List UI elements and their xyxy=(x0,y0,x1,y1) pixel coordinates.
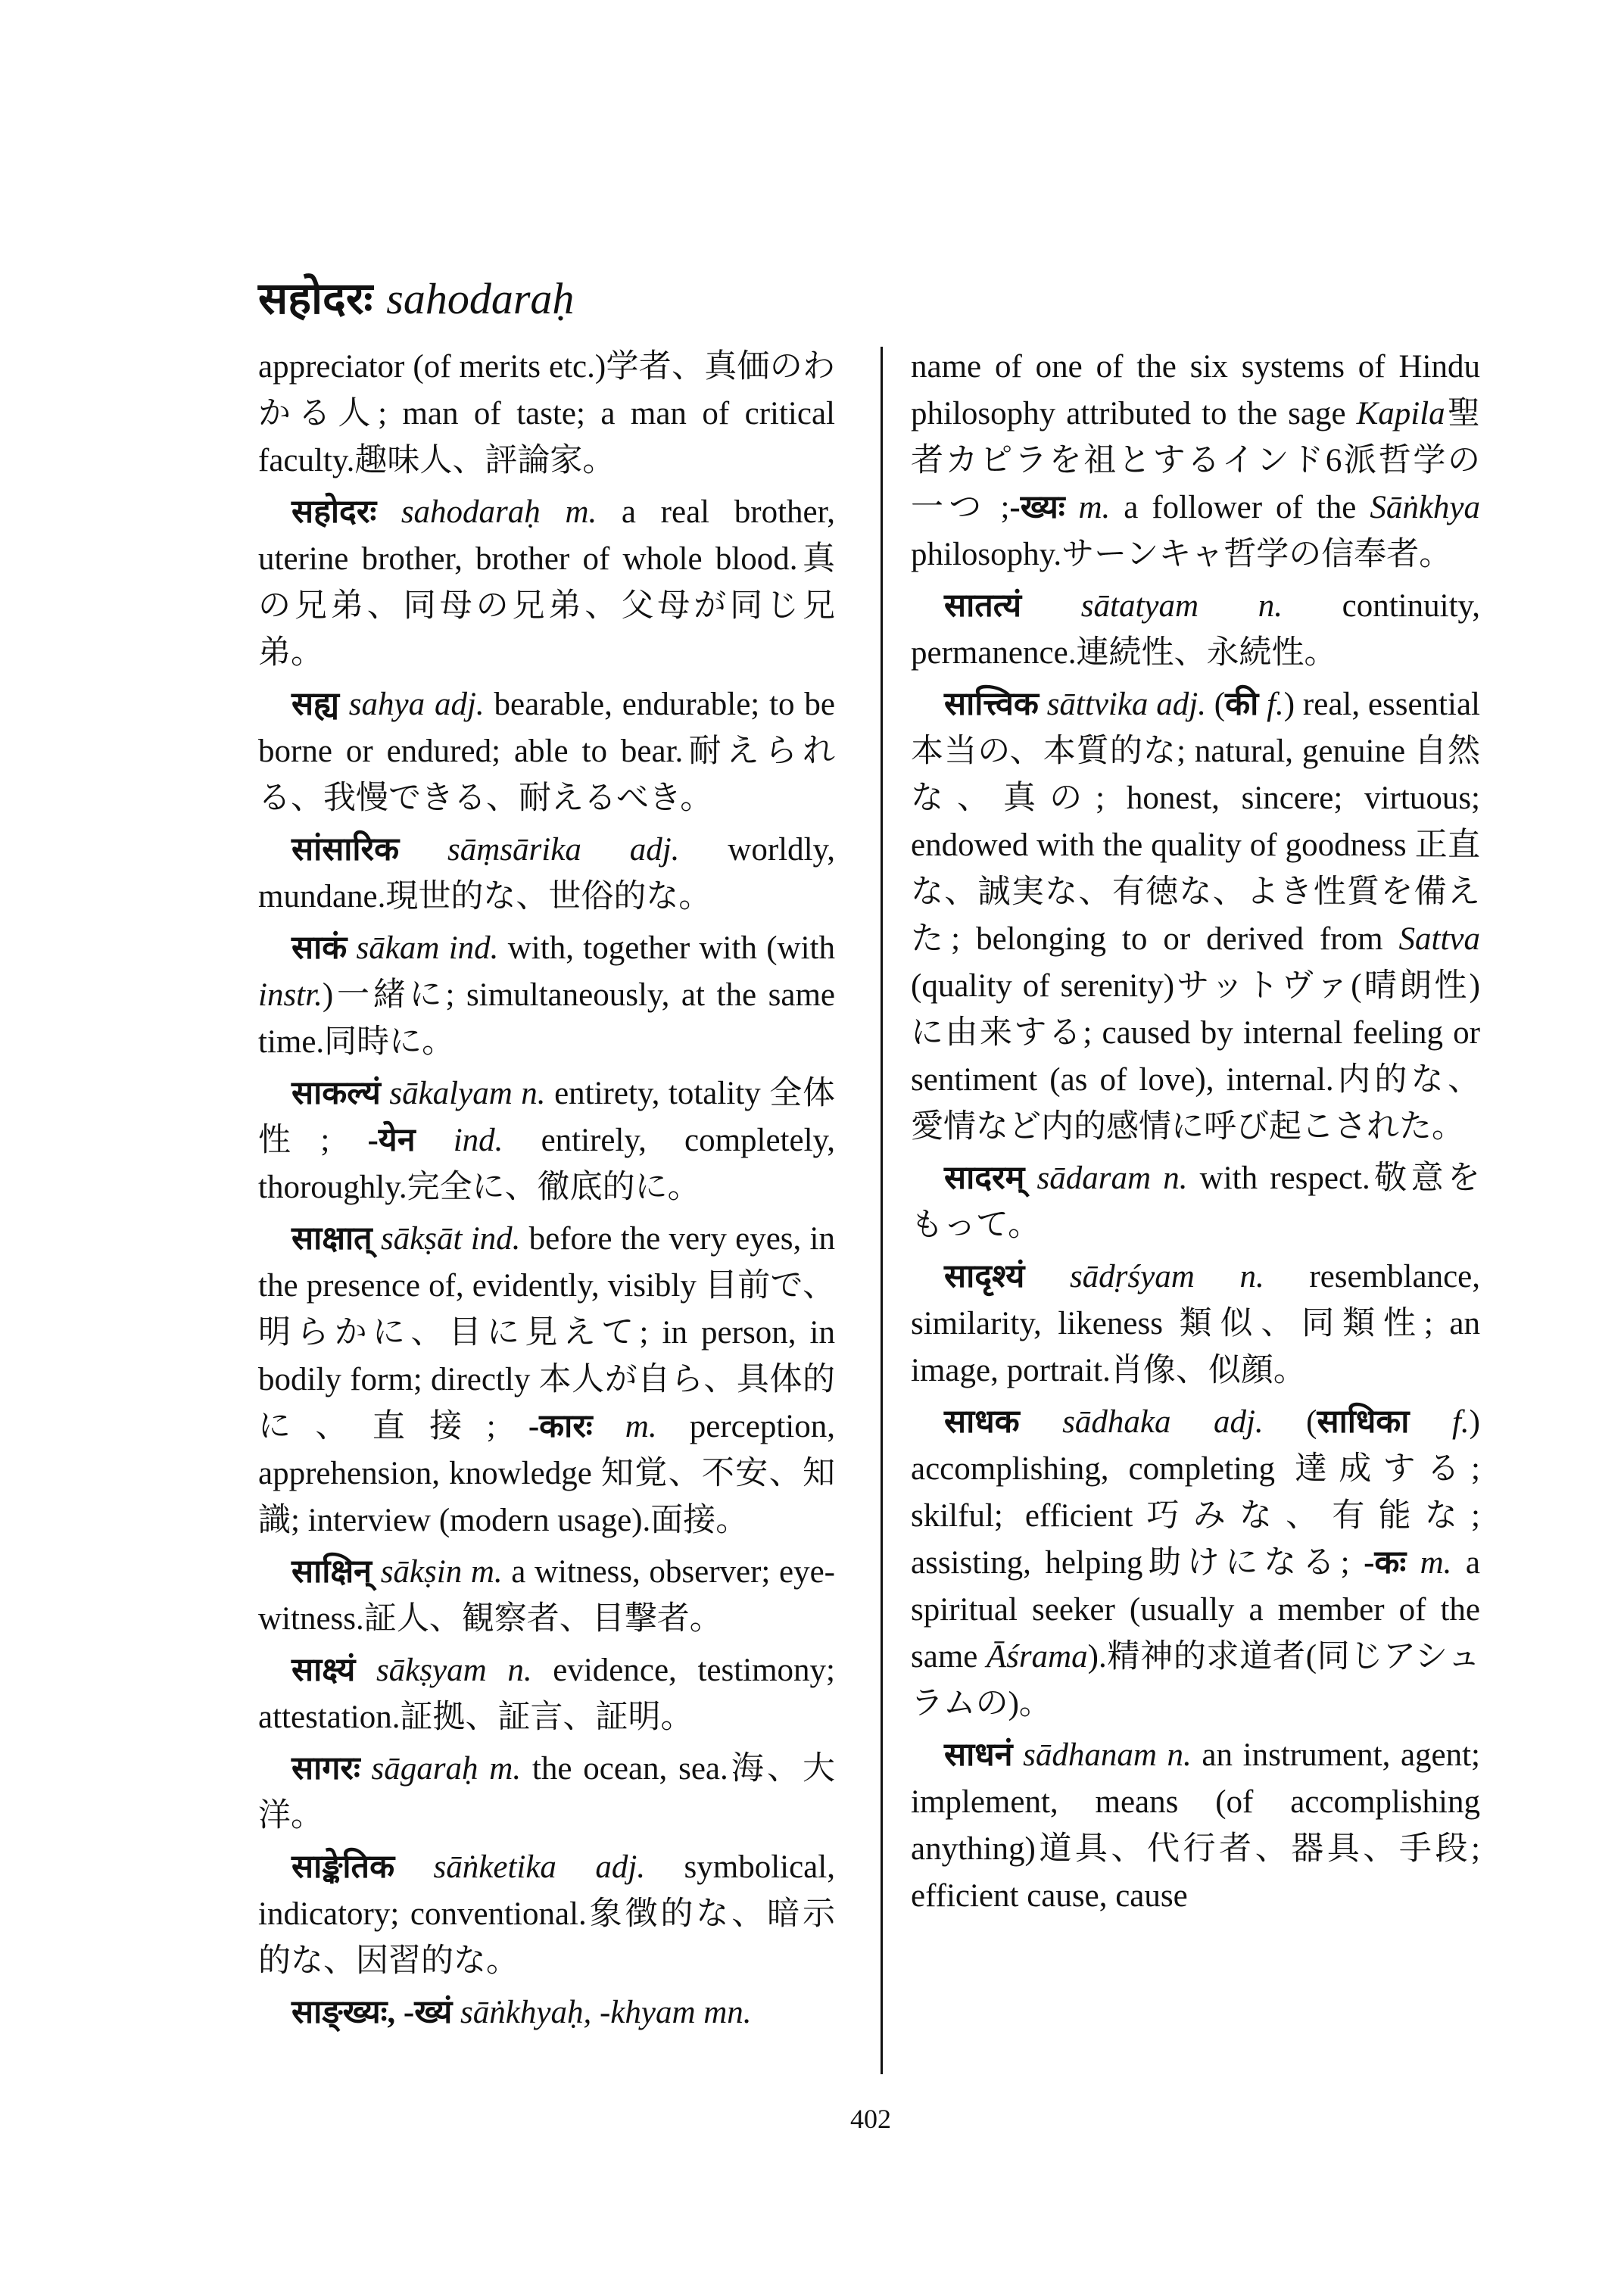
headword-devanagari: साक्षात् xyxy=(291,1221,381,1257)
italic-text: m. xyxy=(1078,490,1111,525)
definition-text: bearable, endurable; to be borne or endured; able to bear.耐えられる、我慢できる、耐えるべき。 xyxy=(258,687,835,816)
italic-text: f. xyxy=(1267,687,1284,722)
italic-text: sāgaraḥ m. xyxy=(371,1751,522,1787)
headword-devanagari: सादृश्यं xyxy=(944,1259,1070,1294)
definition-text: the ocean, sea.海、大洋。 xyxy=(258,1751,835,1833)
definition-text: with, together with (with xyxy=(498,930,835,966)
headword-devanagari: साङ्ख्यः, -ख्यं xyxy=(291,1995,461,2030)
dictionary-entry xyxy=(911,1254,1480,1394)
italic-text: m. xyxy=(1420,1545,1452,1581)
italic-text: ind. xyxy=(453,1123,503,1158)
definition-text: ).精神的求道者(同じアシュラムの)。 xyxy=(911,1639,1481,1721)
italic-text: sādhaka adj. xyxy=(1062,1404,1264,1440)
dictionary-entry xyxy=(258,1549,835,1643)
italic-text: f. xyxy=(1451,1404,1470,1440)
definition-text: resemblance, similarity, likeness 類似、同類性; an image, portrait.肖像、似顔。 xyxy=(911,1259,1480,1388)
italic-text: sākalyam n. xyxy=(389,1076,546,1111)
dictionary-entry xyxy=(258,925,835,1066)
running-header xyxy=(258,266,574,326)
dictionary-entry xyxy=(911,1732,1480,1920)
italic-text: Kapila xyxy=(1356,396,1445,431)
header-headword-transliteration: sahodaraḥ xyxy=(386,274,575,323)
definition-text: evidence, testimony; attestation.証拠、証言、証明。 xyxy=(258,1653,836,1735)
definition-text: a spiritual seeker (usually a member of the same xyxy=(911,1545,1480,1675)
italic-text: sāṅkhyaḥ, -khyam mn. xyxy=(460,1995,752,2030)
dictionary-entry xyxy=(258,489,835,677)
definition-text: (quality of serenity)サットヴァ(晴朗性)に由来する; caused by internal feeling or sentiment (as of love), internal.内的な、愛情など内的感情に呼び起こされた。 xyxy=(911,968,1480,1145)
italic-text: sahya adj. xyxy=(348,687,485,722)
headword-devanagari: -येन xyxy=(367,1123,454,1158)
dictionary-entry xyxy=(911,681,1480,1151)
dictionary-entry xyxy=(258,681,835,822)
headword-devanagari: साक्ष्यं xyxy=(291,1653,376,1688)
definition-text: continuity, permanence.連続性、永続性。 xyxy=(911,588,1480,671)
italic-text: sāṅketika adj. xyxy=(433,1849,646,1885)
headword-devanagari: -ख्यः xyxy=(1009,490,1079,525)
headword-devanagari: साधनं xyxy=(944,1737,1024,1773)
italic-text: sahodaraḥ m. xyxy=(401,494,597,530)
headword-devanagari: साधिका xyxy=(1317,1404,1452,1440)
headword-devanagari: सह्य xyxy=(291,687,349,722)
definition-text: ) accomplishing, completing 達成する; skilful; efficient巧みな、有能な; assisting, helping助けになる; xyxy=(911,1404,1480,1581)
headword-devanagari: सांसारिक xyxy=(291,832,448,868)
italic-text: sāttvika adj. xyxy=(1046,687,1206,722)
definition-text: ( xyxy=(1263,1404,1317,1440)
right-column xyxy=(911,344,1480,1924)
definition-text: name of one of the six systems of Hindu philosophy attributed to the sage xyxy=(911,349,1480,431)
dictionary-entry-continuation xyxy=(258,344,835,484)
headword-devanagari: की xyxy=(1225,687,1267,722)
dictionary-entry xyxy=(258,1647,835,1741)
definition-text: worldly, mundane.現世的な、世俗的な。 xyxy=(258,832,835,914)
definition-text: with respect.敬意をもって。 xyxy=(911,1161,1481,1243)
headword-devanagari: -कारः xyxy=(528,1409,625,1444)
definition-text: before the very eyes, in the presence of, evidently, visibly 目前で、明らかに、目に見えて; in person, in bodily form; directly 本人が自ら、具体的に、直接; xyxy=(258,1221,835,1444)
italic-text: sādṛśyam n. xyxy=(1069,1259,1264,1294)
dictionary-entry xyxy=(258,1216,835,1544)
italic-text: sākṣāt ind. xyxy=(380,1221,521,1257)
definition-text: appreciator (of merits etc.)学者、真価のわかる人; man of taste; a man of critical faculty.趣味人、評論家。 xyxy=(258,349,835,478)
dictionary-entry-continuation xyxy=(911,344,1480,578)
definition-text: entirety, totality 全体性; xyxy=(258,1076,836,1158)
definition-text: ) real, essential 本当の、本質的な; natural, genuine 自然な、真の; honest, sincere; virtuous; endowed with the quality of goodness 正直な、誠実な、有徳な、よき性質を備えた; belonging to or derived from xyxy=(911,687,1480,957)
italic-text: instr. xyxy=(258,977,323,1013)
page-number: 402 xyxy=(850,2104,891,2134)
dictionary-entry xyxy=(258,1070,835,1211)
definition-text: ( xyxy=(1205,687,1226,722)
definition-text: philosophy.サーンキャ哲学の信奉者。 xyxy=(911,537,1452,572)
dictionary-entry xyxy=(911,1399,1480,1728)
italic-text: Sāṅkhya xyxy=(1370,490,1481,525)
dictionary-entry xyxy=(911,583,1480,677)
definition-text: perception, apprehension, knowledge 知覚、不安、知識; interview (modern usage).面接。 xyxy=(258,1409,835,1538)
definition-text: a witness, observer; eye-witness.証人、観察者、目撃者。 xyxy=(258,1554,835,1637)
column-divider xyxy=(881,347,883,2074)
dictionary-entry xyxy=(258,1746,835,1840)
dictionary-entry xyxy=(258,1844,835,1985)
dictionary-entry xyxy=(258,827,835,921)
definition-text: )一緒に; simultaneously, at the same time.同時に。 xyxy=(258,977,835,1060)
definition-text: 聖者カピラを祖とするインド6派哲学の一つ ; xyxy=(911,396,1480,525)
dictionary-entry xyxy=(258,1989,835,2036)
left-column xyxy=(258,344,835,2041)
headword-devanagari: सातत्यं xyxy=(944,588,1081,624)
definition-text: a follower of the xyxy=(1110,490,1370,525)
italic-text: sākṣyam n. xyxy=(376,1653,532,1688)
italic-text: sātatyam n. xyxy=(1080,588,1283,624)
italic-text: Āśrama xyxy=(986,1639,1088,1675)
headword-devanagari: सात्त्विक xyxy=(944,687,1047,722)
headword-devanagari: साङ्केतिक xyxy=(291,1849,434,1885)
definition-text: an instrument, agent; implement, means (of accomplishing anything)道具、代行者、器具、手段; efficient cause, cause xyxy=(911,1737,1481,1914)
italic-text: sādhanam n. xyxy=(1023,1737,1192,1773)
italic-text: sāṃsārika adj. xyxy=(447,832,680,868)
italic-text: Sattva xyxy=(1398,921,1480,957)
dictionary-entry xyxy=(911,1155,1480,1249)
italic-text: m. xyxy=(625,1409,657,1444)
italic-text: sādaram n. xyxy=(1036,1161,1188,1196)
headword-devanagari: सादरम् xyxy=(944,1161,1037,1196)
header-headword-devanagari: सहोदरः xyxy=(258,274,373,323)
headword-devanagari: -कः xyxy=(1364,1545,1420,1581)
headword-devanagari: सागरः xyxy=(291,1751,372,1787)
headword-devanagari: साक्षिन् xyxy=(291,1554,381,1590)
definition-text: a real brother, uterine brother, brother of whole blood.真の兄弟、同母の兄弟、父母が同じ兄弟。 xyxy=(258,494,835,671)
headword-devanagari: साकं xyxy=(291,930,357,966)
headword-devanagari: सहोदरः xyxy=(291,494,401,530)
italic-text: sākṣin m. xyxy=(380,1554,503,1590)
headword-devanagari: साधक xyxy=(944,1404,1063,1440)
headword-devanagari: साकल्यं xyxy=(291,1076,390,1111)
definition-text: symbolical, indicatory; conventional.象徴的な、暗示的な、因習的な。 xyxy=(258,1849,835,1979)
italic-text: sākam ind. xyxy=(356,930,499,966)
definition-text: entirely, completely, thoroughly.完全に、徹底的に。 xyxy=(258,1123,835,1205)
